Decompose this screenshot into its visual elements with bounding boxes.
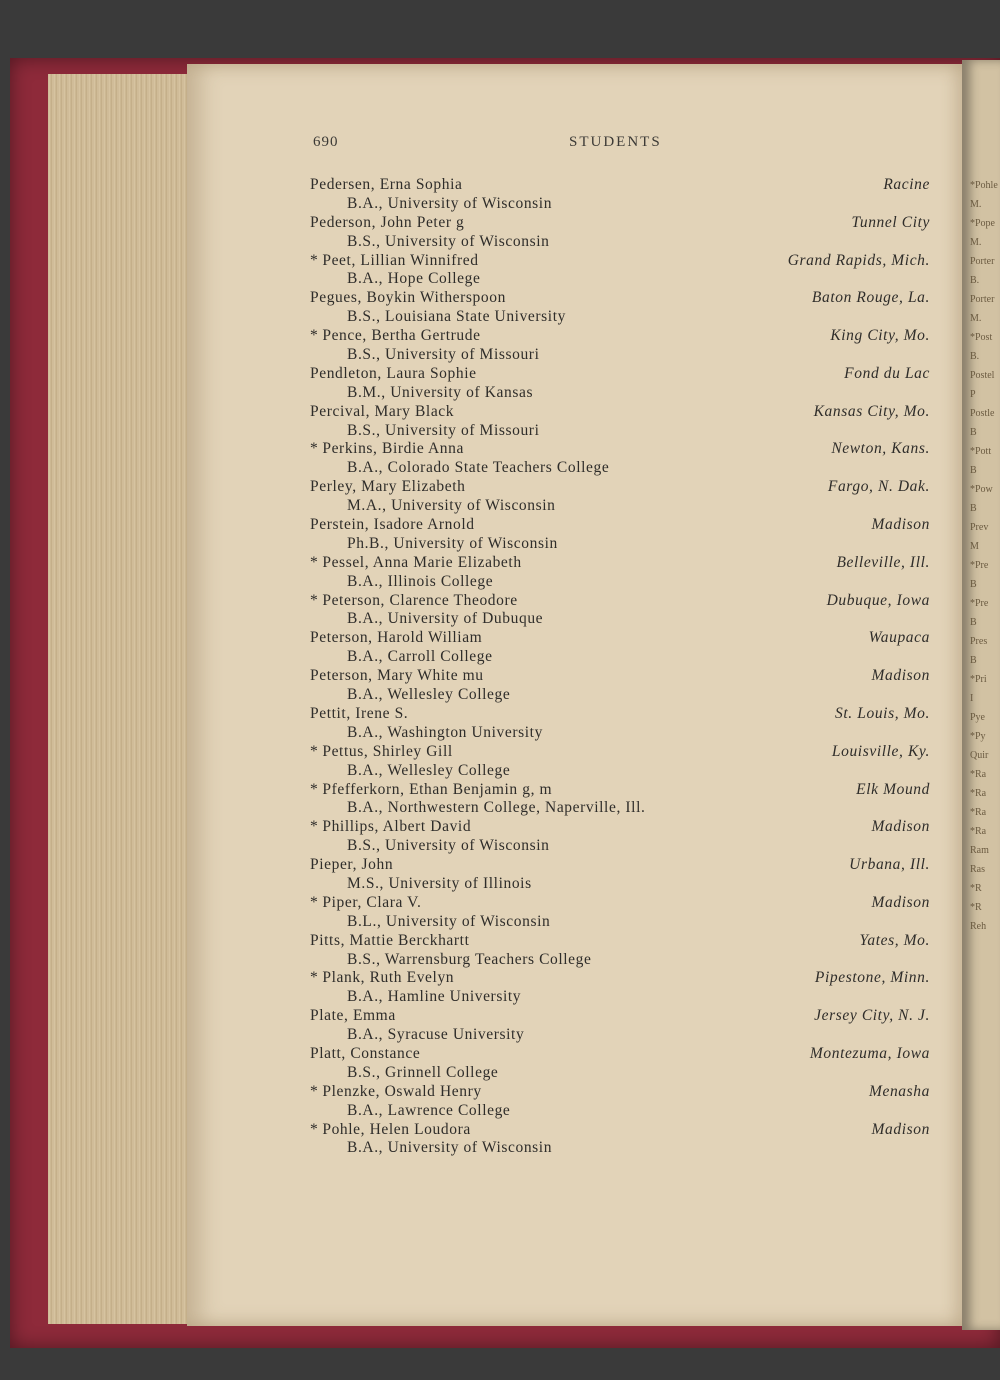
hometown: Yates, Mo.	[859, 931, 930, 949]
facing-page-text: M.	[970, 237, 982, 248]
facing-page-text: M	[970, 541, 979, 552]
student-entry	[310, 894, 930, 932]
facing-page-text: B	[970, 655, 977, 666]
hometown: Waupaca	[868, 629, 930, 647]
facing-page-text: *Post	[970, 332, 993, 343]
student-name-line	[310, 894, 930, 913]
hometown: Belleville, Ill.	[836, 553, 930, 571]
facing-page-text: B.	[970, 275, 980, 286]
facing-page-text: B.	[970, 351, 980, 362]
student-name: Pettit, Irene S.	[310, 704, 409, 722]
facing-page-text: I	[970, 693, 974, 704]
facing-page-text: Pres	[970, 636, 988, 647]
student-name-line	[310, 932, 930, 951]
student-degree: B.M., University of Kansas	[347, 383, 534, 401]
student-name-line	[310, 365, 930, 384]
student-name: Pieper, John	[310, 856, 394, 874]
student-degree: B.S., Warrensburg Teachers College	[347, 950, 592, 968]
facing-page-text: *R	[970, 902, 982, 913]
student-entry	[310, 667, 930, 705]
hometown: Pipestone, Minn.	[814, 969, 930, 987]
student-name-line	[310, 516, 930, 535]
student-name: Peterson, Harold William	[310, 629, 483, 647]
hometown: Tunnel City	[851, 213, 930, 231]
facing-page-text: *Pre	[970, 560, 989, 571]
student-degree: B.A., Hamline University	[347, 988, 522, 1006]
student-entry	[310, 781, 930, 819]
hometown: Madison	[871, 667, 930, 685]
hometown: Madison	[871, 516, 930, 534]
asterisk-marker: *	[310, 893, 319, 911]
student-entry	[310, 176, 930, 214]
student-name: Pohle, Helen Loudora	[322, 1120, 471, 1138]
student-entry	[310, 214, 930, 252]
student-name-line	[310, 1121, 930, 1140]
student-entry	[310, 403, 930, 441]
student-degree: B.A., Carroll College	[347, 648, 493, 666]
facing-page-text: Reh	[970, 921, 987, 932]
facing-page-text: Postel	[970, 370, 995, 381]
student-entry	[310, 554, 930, 592]
student-entry	[310, 818, 930, 856]
student-entry	[310, 932, 930, 970]
facing-page-text: M.	[970, 313, 982, 324]
student-entry	[310, 252, 930, 290]
asterisk-marker: *	[310, 591, 319, 609]
student-entry	[310, 365, 930, 403]
student-name: Piper, Clara V.	[322, 893, 422, 911]
student-degree: B.A., Lawrence College	[347, 1101, 511, 1119]
facing-page-text: *Ra	[970, 788, 987, 799]
asterisk-marker: *	[310, 1120, 319, 1138]
hometown: Elk Mound	[856, 780, 930, 798]
student-degree: B.A., University of Wisconsin	[347, 194, 553, 212]
student-degree: B.A., Illinois College	[347, 572, 494, 590]
hometown: Madison	[871, 1120, 930, 1138]
facing-page-text: *Ra	[970, 826, 987, 837]
hometown: Madison	[871, 893, 930, 911]
book-page	[187, 64, 962, 1326]
facing-page-text: *Pope	[970, 218, 995, 229]
student-degree: B.A., University of Wisconsin	[347, 1139, 553, 1157]
student-entry	[310, 592, 930, 630]
student-degree: B.S., University of Wisconsin	[347, 837, 550, 855]
hometown: Newton, Kans.	[831, 440, 930, 458]
page-edges	[48, 74, 190, 1324]
asterisk-marker: *	[310, 440, 319, 458]
asterisk-marker: *	[310, 553, 319, 571]
facing-page-text: Prev	[970, 522, 989, 533]
student-name-line	[310, 629, 930, 648]
student-entry	[310, 289, 930, 327]
student-name-line	[310, 818, 930, 837]
student-entry	[310, 516, 930, 554]
facing-page-text: B	[970, 617, 977, 628]
student-degree: B.A., University of Dubuque	[347, 610, 544, 628]
hometown: Baton Rouge, La.	[811, 289, 930, 307]
student-degree: B.A., Wellesley College	[347, 686, 511, 704]
student-name: Perkins, Birdie Anna	[322, 440, 464, 458]
student-name: Plate, Emma	[310, 1007, 396, 1025]
student-name: Pedersen, Erna Sophia	[310, 176, 463, 193]
student-name: Pence, Bertha Gertrude	[322, 327, 481, 345]
hometown: Montezuma, Iowa	[809, 1044, 930, 1062]
student-entry	[310, 743, 930, 781]
student-entry	[310, 1007, 930, 1045]
facing-page-text: *Py	[970, 731, 986, 742]
student-degree: B.S., University of Missouri	[347, 421, 540, 439]
student-name-line	[310, 176, 930, 195]
facing-page-text: Porter	[970, 294, 995, 305]
student-list	[310, 176, 930, 1158]
asterisk-marker: *	[310, 1082, 319, 1100]
facing-page-text: Pye	[970, 712, 985, 723]
hometown: Racine	[883, 176, 930, 193]
student-name: Pessel, Anna Marie Elizabeth	[322, 553, 522, 571]
student-name-line	[310, 781, 930, 800]
student-degree: B.S., University of Missouri	[347, 346, 540, 364]
student-degree: B.A., Syracuse University	[347, 1026, 525, 1044]
running-head: STUDENTS	[569, 134, 662, 150]
hometown: Louisville, Ky.	[831, 742, 930, 760]
student-name: Plank, Ruth Evelyn	[322, 969, 455, 987]
student-name: Peterson, Mary White mu	[310, 667, 484, 685]
student-degree: M.S., University of Illinois	[347, 874, 532, 892]
student-name: Peterson, Clarence Theodore	[322, 591, 518, 609]
hometown: King City, Mo.	[830, 327, 930, 345]
student-entry	[310, 705, 930, 743]
student-degree: M.A., University of Wisconsin	[347, 497, 556, 515]
student-name: Pegues, Boykin Witherspoon	[310, 289, 506, 307]
student-name: Plenzke, Oswald Henry	[322, 1082, 482, 1100]
asterisk-marker: *	[310, 969, 319, 987]
facing-page-text: Ram	[970, 845, 989, 856]
student-name: Peet, Lillian Winnifred	[322, 251, 479, 269]
hometown: Jersey City, N. J.	[814, 1007, 930, 1025]
student-name: Pederson, John Peter g	[310, 213, 465, 231]
student-entry	[310, 1121, 930, 1159]
student-name-line	[310, 667, 930, 686]
student-name: Pettus, Shirley Gill	[322, 742, 453, 760]
student-entry	[310, 478, 930, 516]
student-degree: B.L., University of Wisconsin	[347, 912, 551, 930]
hometown: Fargo, N. Dak.	[827, 478, 930, 496]
student-degree: B.A., Colorado State Teachers College	[347, 459, 610, 477]
facing-page-text: M.	[970, 199, 982, 210]
asterisk-marker: *	[310, 742, 319, 760]
facing-page-text: P	[970, 389, 976, 400]
student-degree: B.A., Wellesley College	[347, 761, 511, 779]
facing-page-text: Ras	[970, 864, 985, 875]
student-entry	[310, 1083, 930, 1121]
facing-page-text: *Pow	[970, 484, 993, 495]
student-entry	[310, 856, 930, 894]
facing-page-text: *R	[970, 883, 982, 894]
facing-page-text: *Pott	[970, 446, 992, 457]
hometown: Grand Rapids, Mich.	[787, 251, 930, 269]
facing-page-text: B	[970, 465, 977, 476]
student-degree: B.S., Louisiana State University	[347, 308, 566, 326]
student-entry	[310, 629, 930, 667]
facing-page-text: *Pohle	[970, 180, 998, 191]
facing-page-text: B	[970, 427, 977, 438]
student-name: Phillips, Albert David	[322, 818, 472, 836]
student-degree: B.S., Grinnell College	[347, 1063, 499, 1081]
student-name: Percival, Mary Black	[310, 402, 455, 420]
facing-page-text: *Ra	[970, 807, 987, 818]
student-entry	[310, 327, 930, 365]
asterisk-marker: *	[310, 327, 319, 345]
student-name: Pfefferkorn, Ethan Benjamin g, m	[322, 780, 553, 798]
hometown: St. Louis, Mo.	[835, 704, 930, 722]
facing-page-text: B	[970, 579, 977, 590]
hometown: Fond du Lac	[844, 364, 930, 382]
asterisk-marker: *	[310, 251, 319, 269]
student-name: Pitts, Mattie Berckhartt	[310, 931, 470, 949]
facing-page-fragment	[962, 60, 1000, 1330]
student-name-line	[310, 1083, 930, 1102]
facing-page-text: Quir	[970, 750, 989, 761]
facing-page-text: *Pre	[970, 598, 989, 609]
student-entry	[310, 440, 930, 478]
student-name: Perstein, Isadore Arnold	[310, 516, 475, 534]
student-name: Platt, Constance	[310, 1044, 421, 1062]
facing-page-text: B	[970, 503, 977, 514]
student-name: Perley, Mary Elizabeth	[310, 478, 466, 496]
asterisk-marker: *	[310, 818, 319, 836]
facing-page-text: *Pri	[970, 674, 987, 685]
student-name: Pendleton, Laura Sophie	[310, 364, 477, 382]
student-entry	[310, 1045, 930, 1083]
student-degree: B.S., University of Wisconsin	[347, 232, 550, 250]
facing-page-text: Postle	[970, 408, 995, 419]
hometown: Urbana, Ill.	[849, 856, 930, 874]
hometown: Dubuque, Iowa	[826, 591, 930, 609]
hometown: Menasha	[868, 1082, 930, 1100]
student-entry	[310, 969, 930, 1007]
student-degree: B.A., Hope College	[347, 270, 481, 288]
student-name-line	[310, 214, 930, 233]
student-degree: B.A., Washington University	[347, 723, 543, 741]
student-degree: Ph.B., University of Wisconsin	[347, 534, 558, 552]
hometown: Madison	[871, 818, 930, 836]
student-name-line	[310, 856, 930, 875]
student-degree: B.A., Northwestern College, Naperville, Ill.	[347, 799, 646, 817]
asterisk-marker: *	[310, 780, 319, 798]
page-number: 690	[313, 134, 339, 150]
facing-page-text: *Ra	[970, 769, 987, 780]
hometown: Kansas City, Mo.	[813, 402, 930, 420]
facing-page-text: Porter	[970, 256, 995, 267]
